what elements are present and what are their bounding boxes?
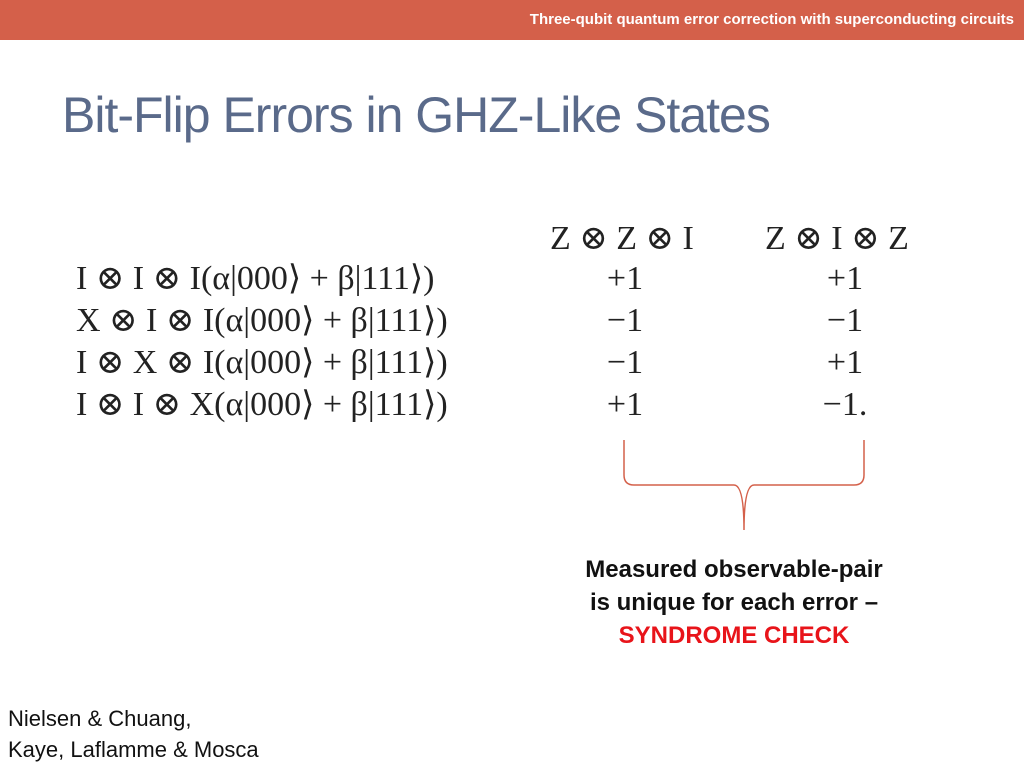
syndrome-cell: −1 <box>606 344 644 381</box>
references <box>8 703 259 765</box>
syndrome-check-label: SYNDROME CHECK <box>618 622 850 649</box>
slide-title: Bit-Flip Errors in GHZ-Like States <box>62 87 770 143</box>
syndrome-cell: −1 <box>826 302 864 339</box>
caption-line: is unique for each error – <box>589 589 879 616</box>
state-row: I ⊗ I ⊗ X(α|000⟩ + β|111⟩) <box>76 386 448 423</box>
column-header-zzi: Z ⊗ Z ⊗ I <box>550 220 694 257</box>
curly-brace-icon <box>600 430 880 540</box>
syndrome-cell: −1 <box>606 302 644 339</box>
ziz-column <box>785 258 905 426</box>
syndrome-cell: +1 <box>826 260 864 297</box>
syndrome-cell: +1 <box>606 386 644 423</box>
caption-line: Measured observable-pair <box>585 556 883 583</box>
reference-line: Nielsen & Chuang, <box>8 706 192 731</box>
reference-line: Kaye, Laflamme & Mosca <box>8 737 259 762</box>
state-list <box>76 258 448 426</box>
syndrome-cell: −1. <box>822 386 868 423</box>
column-header-ziz: Z ⊗ I ⊗ Z <box>765 220 909 257</box>
state-row: X ⊗ I ⊗ I(α|000⟩ + β|111⟩) <box>76 302 448 339</box>
state-row: I ⊗ X ⊗ I(α|000⟩ + β|111⟩) <box>76 344 448 381</box>
syndrome-cell: +1 <box>826 344 864 381</box>
header-bar <box>0 0 1024 40</box>
syndrome-cell: +1 <box>606 260 644 297</box>
syndrome-caption <box>534 553 934 652</box>
running-title: Three-qubit quantum error correction with superconducting circuits <box>529 11 1014 28</box>
zzi-column <box>565 258 685 426</box>
state-row: I ⊗ I ⊗ I(α|000⟩ + β|111⟩) <box>76 260 435 297</box>
